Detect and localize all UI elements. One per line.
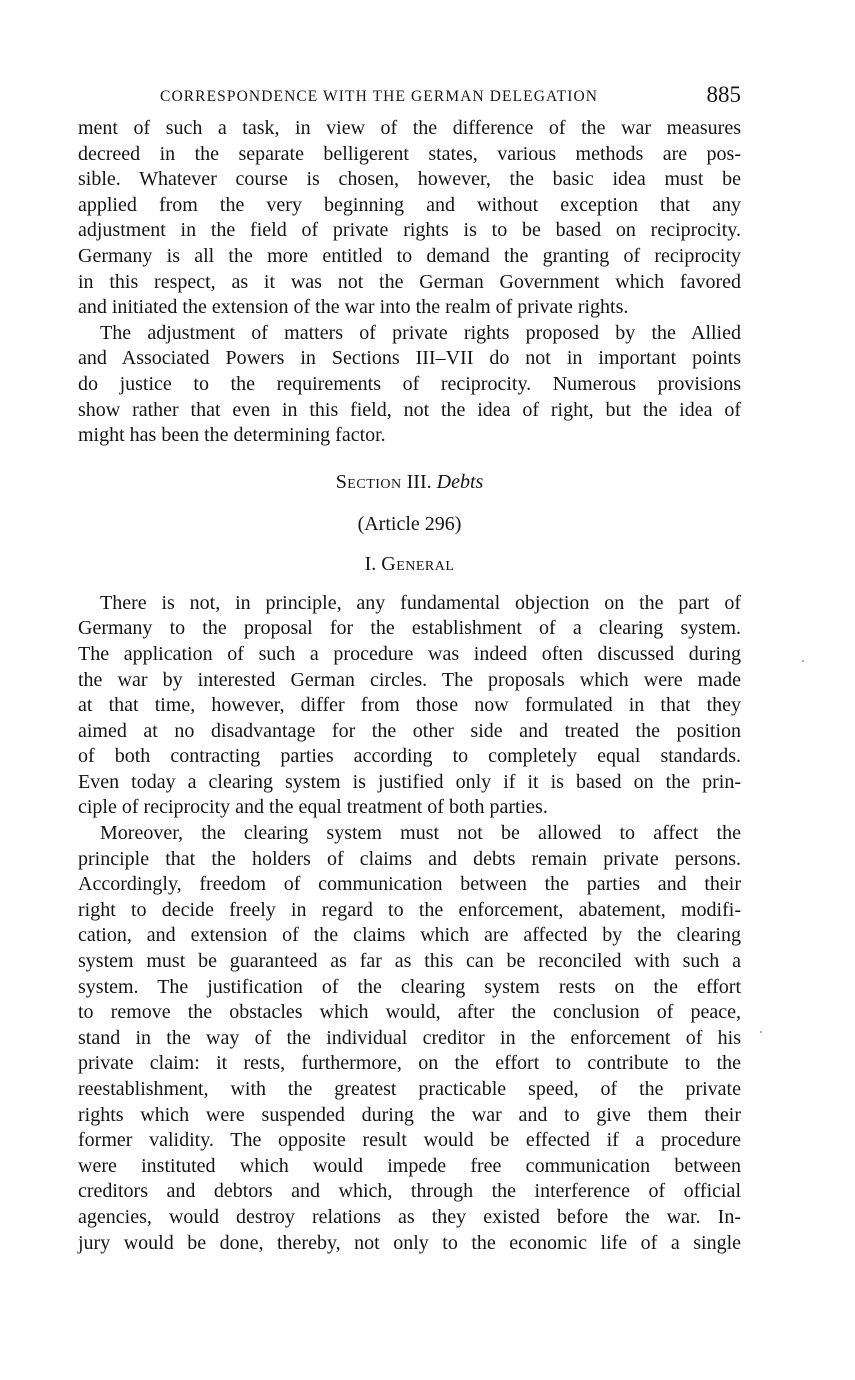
running-head bbox=[78, 80, 741, 116]
text-line: applied from the very beginning and without exception that any bbox=[78, 193, 741, 216]
text-line: of both contracting parties according to completely equal standards. bbox=[78, 745, 741, 768]
text-line: the war by interested German circles. The proposals which were made bbox=[78, 668, 741, 691]
paragraph-block bbox=[78, 591, 741, 1256]
text-line: The adjustment of matters of private rights proposed by the Allied bbox=[100, 321, 741, 344]
paragraph bbox=[78, 321, 741, 449]
text-line: Germany is all the more entitled to demand the granting of reciprocity bbox=[78, 244, 741, 267]
subheading-title: General bbox=[381, 552, 455, 575]
section-title: Debts bbox=[436, 470, 484, 493]
opening-section bbox=[78, 116, 741, 449]
running-title: CORRESPONDENCE WITH THE GERMAN DELEGATION bbox=[160, 88, 599, 105]
section-word: Section bbox=[335, 470, 402, 493]
paper-speck bbox=[760, 1031, 762, 1033]
text-line: sible. Whatever course is chosen, however, the basic idea must be bbox=[78, 168, 741, 191]
paragraph-block bbox=[78, 116, 741, 449]
text-line: private claim: it rests, furthermore, on the effort to contribute to the bbox=[78, 1052, 741, 1075]
page-number: 885 bbox=[706, 82, 741, 107]
section-heading bbox=[78, 469, 741, 495]
text-line: show rather that even in this field, not the idea of right, but the idea of bbox=[78, 398, 741, 421]
text-line: reestablishment, with the greatest practicable speed, of the private bbox=[78, 1078, 741, 1100]
document-page bbox=[78, 80, 741, 1256]
text-line: decreed in the separate belligerent states, various methods are pos- bbox=[78, 142, 741, 165]
text-line: principle that the holders of claims and debts remain private persons. bbox=[78, 847, 741, 870]
text-line: right to decide freely in regard to the enforcement, abatement, modifi- bbox=[78, 898, 741, 921]
text-line: cation, and extension of the claims which are affected by the clearing bbox=[78, 924, 741, 947]
article-heading: (Article 296) bbox=[357, 512, 462, 535]
text-line: stand in the way of the individual creditor in the enforcement of his bbox=[78, 1026, 741, 1049]
text-line: system. The justification of the clearing system rests on the effort bbox=[78, 975, 741, 998]
text-line: and Associated Powers in Sections III–VII do not in important points bbox=[78, 347, 741, 370]
text-line: Accordingly, freedom of communication between the parties and their bbox=[78, 873, 741, 896]
text-line: former validity. The opposite result would be effected if a procedure bbox=[78, 1129, 741, 1152]
debts-section bbox=[78, 591, 741, 1256]
text-line: to remove the obstacles which would, after the conclusion of peace, bbox=[78, 1001, 741, 1024]
text-line: agencies, would destroy relations as they existed before the war. In- bbox=[78, 1205, 741, 1228]
text-line: and initiated the extension of the war into the realm of private rights. bbox=[78, 296, 629, 319]
text-line: Germany to the proposal for the establishment of a clearing system. bbox=[78, 617, 741, 640]
text-line: creditors and debtors and which, through the interference of official bbox=[78, 1180, 741, 1203]
paragraph bbox=[78, 116, 741, 321]
paragraph bbox=[78, 591, 741, 821]
text-line: might has been the determining factor. bbox=[78, 424, 386, 447]
text-line: in this respect, as it was not the German Government which favored bbox=[78, 270, 741, 293]
text-line: at that time, however, differ from those now formulated in that they bbox=[78, 694, 741, 717]
text-line: aimed at no disadvantage for the other side and treated the position bbox=[78, 719, 741, 742]
text-line: Moreover, the clearing system must not be allowed to affect the bbox=[100, 822, 741, 845]
text-line: do justice to the requirements of reciprocity. Numerous provisions bbox=[78, 372, 741, 395]
text-line: rights which were suspended during the war and to give them their bbox=[78, 1103, 741, 1126]
text-line: Even today a clearing system is justified only if it is based on the prin- bbox=[78, 770, 741, 793]
subheading bbox=[78, 551, 741, 577]
text-line: There is not, in principle, any fundamental objection on the part of bbox=[100, 591, 741, 614]
section-number: III. bbox=[406, 470, 432, 493]
text-line: adjustment in the field of private rights is to be based on reciprocity. bbox=[78, 219, 741, 242]
paragraph bbox=[78, 821, 741, 1256]
text-line: The application of such a procedure was indeed often discussed during bbox=[78, 642, 741, 665]
text-line: jury would be done, thereby, not only to the economic life of a single bbox=[78, 1231, 741, 1254]
text-line: system must be guaranteed as far as this can be reconciled with such a bbox=[78, 950, 741, 973]
text-line: were instituted which would impede free communication between bbox=[78, 1154, 741, 1177]
subheading-numeral: I. bbox=[364, 552, 377, 575]
paper-speck bbox=[802, 660, 804, 662]
text-line: ciple of reciprocity and the equal treatment of both parties. bbox=[78, 796, 548, 819]
text-line: ment of such a task, in view of the difference of the war measures bbox=[78, 117, 741, 139]
